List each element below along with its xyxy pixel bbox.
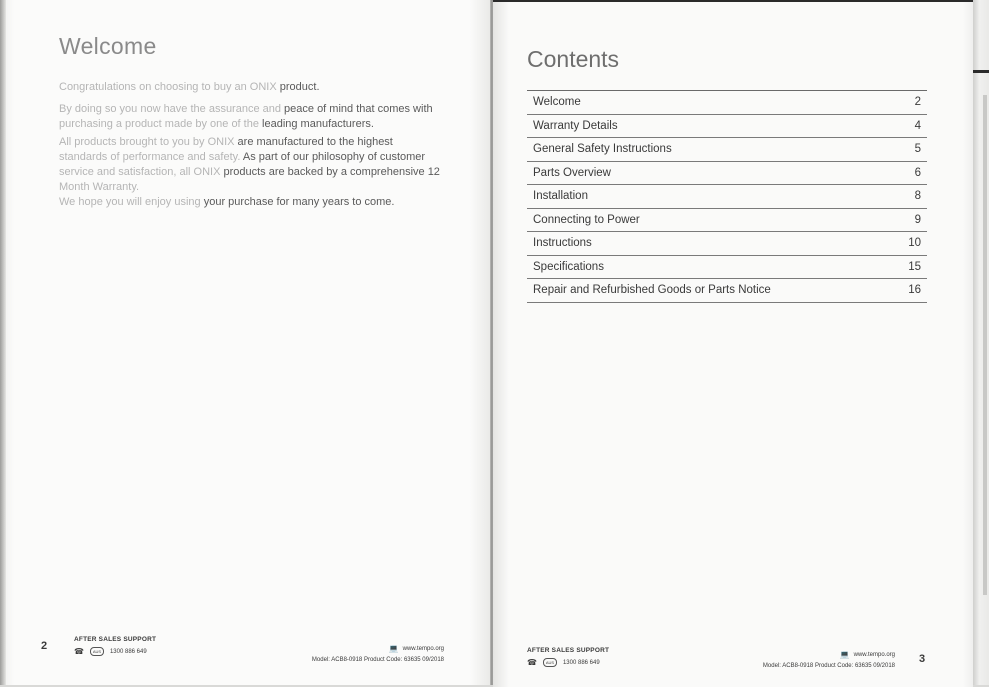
toc-page: 8 (914, 190, 921, 203)
page-title: Contents (527, 46, 620, 72)
toc-label: Repair and Refurbished Goods or Parts Notice (533, 284, 771, 297)
toc-row (527, 209, 927, 233)
toc-label: Instructions (533, 237, 592, 250)
page-number: 2 (41, 640, 48, 652)
faded-text: We hope you will enjoy using (59, 196, 201, 208)
faded-text: Congratulations on choosing to buy an ONIX (59, 81, 277, 93)
toc-page: 2 (914, 96, 921, 109)
toc-label: Welcome (533, 96, 581, 109)
toc-page: 15 (908, 260, 921, 273)
edge-shadow (983, 95, 987, 595)
faded-text: All products brought to you by ONIX (59, 136, 235, 148)
toc-row (527, 162, 927, 186)
toc-row (527, 256, 927, 280)
paragraph-text: are manufactured to the highest (234, 136, 393, 148)
paragraph-text: product. (276, 81, 320, 93)
phone-line (74, 647, 156, 656)
toc-page: 9 (914, 213, 921, 226)
faded-text: standards of performance and safety. (59, 151, 241, 163)
toc-page: 6 (914, 166, 921, 179)
table-of-contents (527, 90, 927, 303)
laptop-icon: 💻 (839, 650, 850, 659)
toc-row (527, 115, 927, 139)
phone-line (527, 658, 609, 667)
paragraph-text: products are backed by a comprehensive 12 (220, 166, 440, 178)
aus-badge: AUS (90, 647, 104, 656)
page-title: Welcome (59, 33, 157, 59)
web-line (300, 644, 444, 653)
toc-label: Installation (533, 190, 588, 203)
paragraph-text: leading manufacturers. (258, 118, 374, 130)
support-block (527, 647, 609, 667)
phone-icon: ☎ (74, 647, 84, 656)
faded-text: purchasing a product made by one of the (59, 118, 259, 130)
page-shadow (0, 0, 6, 685)
faded-text: service and satisfaction, all ONIX (59, 166, 221, 178)
toc-label: Connecting to Power (533, 213, 640, 226)
phone-number[interactable]: 1300 886 649 (562, 659, 600, 666)
welcome-paragraph-1 (59, 80, 459, 95)
toc-label: General Safety Instructions (533, 143, 672, 156)
model-line: Model: ACB8-0918 Product Code: 63635 09/2018 (762, 663, 895, 669)
faded-text: By doing so you now have the assurance and (59, 103, 281, 115)
aus-badge: AUS (543, 658, 557, 667)
right-page (493, 0, 973, 687)
toc-page: 5 (914, 143, 921, 156)
edge-tab (973, 70, 989, 73)
website-link[interactable]: www.tempo.org (402, 645, 444, 652)
website-link[interactable]: www.tempo.org (853, 651, 895, 658)
support-title: AFTER SALES SUPPORT (527, 647, 610, 654)
toc-row (527, 185, 927, 209)
toc-row (527, 91, 927, 115)
welcome-paragraph-2 (59, 102, 459, 132)
web-block (751, 650, 895, 669)
web-block (300, 644, 444, 663)
paragraph-text: your purchase for many years to come. (200, 196, 395, 208)
welcome-paragraph-4 (59, 195, 459, 210)
page-number: 3 (919, 653, 926, 665)
toc-page: 4 (914, 119, 921, 132)
left-page (0, 0, 492, 685)
support-block (74, 636, 156, 656)
phone-icon: ☎ (527, 658, 537, 667)
toc-page: 10 (908, 237, 921, 250)
model-line: Model: ACB8-0918 Product Code: 63635 09/2018 (311, 657, 444, 663)
faded-text: Month Warranty. (59, 181, 140, 193)
paragraph-text: peace of mind that comes with (280, 103, 433, 115)
laptop-icon: 💻 (388, 644, 399, 653)
toc-row (527, 232, 927, 256)
support-title: AFTER SALES SUPPORT (74, 636, 157, 643)
toc-label: Parts Overview (533, 166, 611, 179)
paragraph-text: As part of our philosophy of customer (240, 151, 426, 163)
welcome-paragraph-3 (59, 135, 459, 195)
toc-row (527, 138, 927, 162)
toc-row (527, 279, 927, 303)
toc-label: Specifications (533, 260, 604, 273)
toc-label: Warranty Details (533, 119, 618, 132)
web-line (751, 650, 895, 659)
toc-page: 16 (908, 284, 921, 297)
phone-number[interactable]: 1300 886 649 (109, 648, 147, 655)
